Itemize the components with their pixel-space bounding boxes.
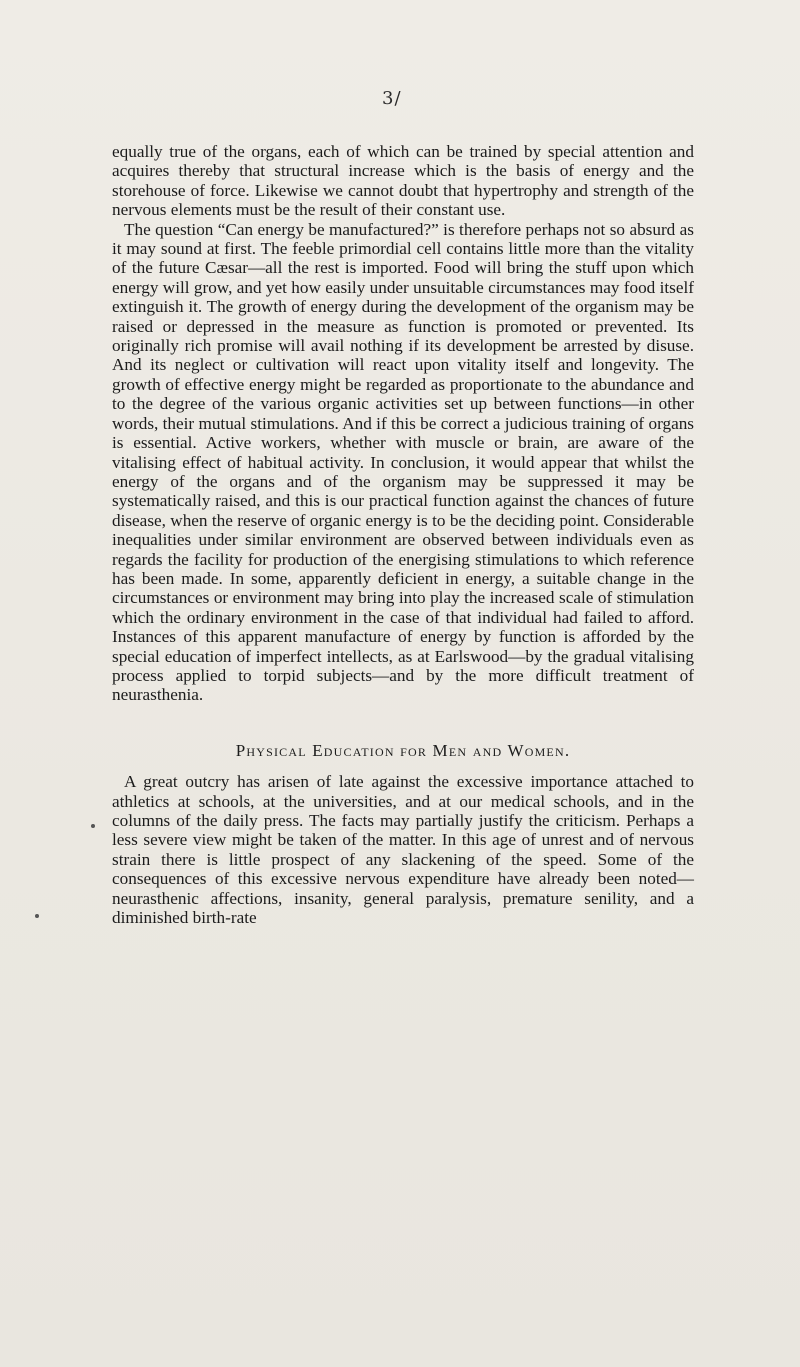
margin-mark xyxy=(35,914,39,918)
section-paragraph: A great outcry has arisen of late against the excessive importance attached to athletics at schools, at the universities, and at our medical schools, and in the columns of the daily press. The facts may partially justify the criticism. Perhaps a less severe view might be taken of the matter. In this age of unrest and of nervous strain there is little prospect of any slackening of the speed. Some of the consequences of this excessive nervous expenditure have already been noted—neurasthenic affections, insanity, general paralysis, premature senility, and a diminished birth-rate xyxy=(112,772,694,928)
paragraph-1: equally true of the organs, each of which can be trained by special attention and acquires thereby that structural increase which is the basis of energy and the storehouse of force. Likewise we cannot doubt that hypertrophy and strength of the nervous elements must be the result of their constant use. xyxy=(112,142,694,220)
section-heading: Physical Education for Men and Women. xyxy=(235,740,571,760)
page-number: 3/ xyxy=(382,88,402,109)
margin-mark xyxy=(91,824,95,828)
paragraph-2: The question “Can energy be manufactured?” is therefore perhaps not so absurd as it may sound at first. The feeble primordial cell contains little more than the vitality of the future Cæsar—all the rest is imported. Food will bring the stuff upon which energy will grow, and yet how easily under unsuitable circumstances may food itself extinguish it. The growth of energy during the development of the organism may be raised or depressed in the measure as function is promoted or prevented. Its originally rich promise will avail nothing if its development be arrested by disuse. And its neglect or cultivation will react upon vitality itself and longevity. The growth of effective energy might be regarded as proportionate to the abundance and to the degree of the various organic activities set up between functions—in other words, their mutual stimulations. And if this be correct a judicious training of organs is essential. Active workers, whether with muscle or brain, are aware of the vitalising effect of habitual activity. In conclusion, it would appear that whilst the energy of the organs and of the organism may be suppressed it may be systematically raised, and this is our practical function against the chances of future disease, when the reserve of organic energy is to be the deciding point. Considerable inequalities under similar environment are observed between individuals even as regards the facility for production of the energising stimulations to which reference has been made. In some, apparently deficient in energy, a suitable change in the circumstances or environment may bring into play the increased scale of stimulation which the ordinary environment in the case of that individual had failed to afford. Instances of this apparent manufacture of energy by function is afforded by the special education of imperfect intellects, as at Earlswood—by the gradual vitalising process applied to torpid subjects—and by the more difficult treatment of neurasthenia. xyxy=(112,219,694,705)
body-text xyxy=(112,142,694,927)
